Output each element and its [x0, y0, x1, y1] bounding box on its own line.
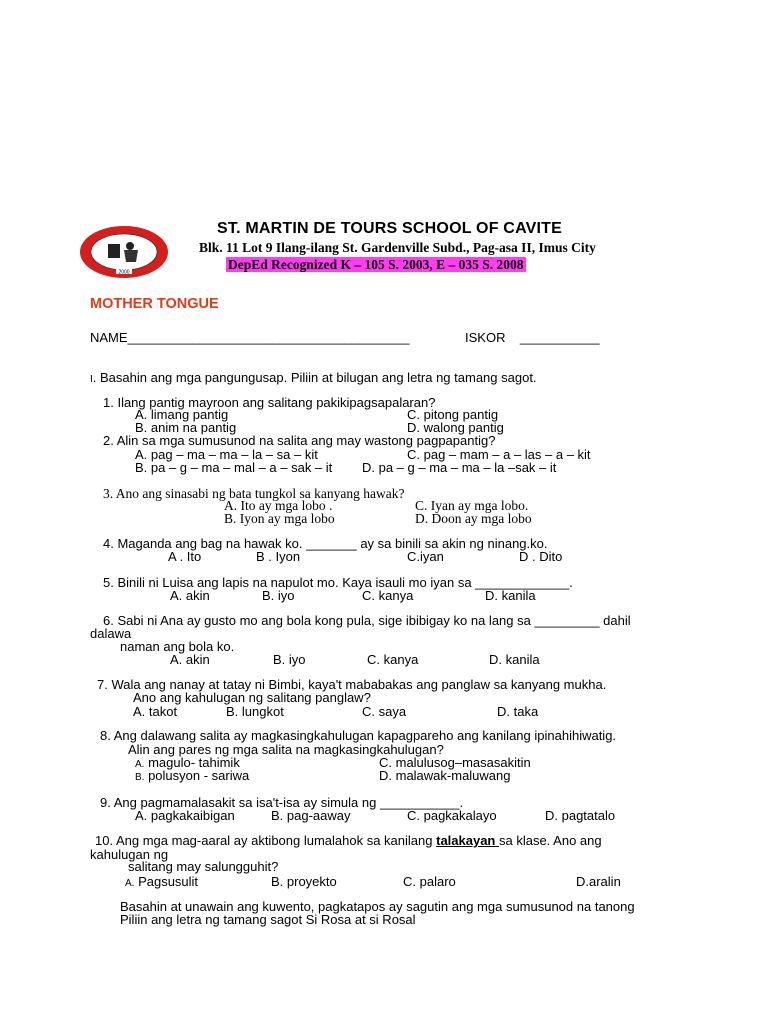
q4-option-b[interactable]: B . Iyon	[256, 549, 301, 564]
q10-option-b[interactable]: B. proyekto	[271, 874, 337, 889]
q5-option-c[interactable]: C. kanya	[362, 588, 414, 603]
question-2: 2. Alin sa mga sumusunod na salita ang may wastong pagpapantig?	[103, 433, 496, 448]
q4-option-c[interactable]: C.iyan	[407, 549, 444, 564]
score-field[interactable]	[465, 330, 599, 345]
question-4: 4. Maganda ang bag na hawak ko. _______ ay sa binili sa akin ng ninang.ko.	[103, 536, 548, 551]
question-10-wrap: kahulugan ng	[90, 847, 169, 862]
q10-option-a[interactable]: A. Pagsusulit	[125, 874, 199, 889]
underlined-word: talakayan	[436, 833, 499, 848]
q5-option-b[interactable]: B. iyo	[262, 588, 295, 603]
q9-option-d[interactable]: D. pagtatalo	[545, 808, 616, 823]
q7-option-d[interactable]: D. taka	[497, 704, 539, 719]
q4-option-d[interactable]: D . Dito	[519, 549, 563, 564]
question-3: 3. Ano ang sinasabi ng bata tungkol sa kanyang hawak?	[103, 486, 405, 501]
question-7-cont: Ano ang kahulugan ng salitang panglaw?	[133, 690, 371, 705]
q3-option-a[interactable]: A. Ito ay mga lobo .	[224, 498, 333, 513]
q10-option-d[interactable]: D.aralin	[576, 874, 621, 889]
question-8-cont: Alin ang pares ng mga salita na magkasingkahulugan?	[128, 742, 444, 757]
school-address: Blk. 11 Lot 9 Ilang-ilang St. Gardenville Subd., Pag-asa II, Imus City	[199, 240, 596, 255]
score-label: ISKOR	[465, 330, 506, 345]
q5-option-a[interactable]: A. akin	[170, 588, 210, 603]
q8-option-a[interactable]: A. magulo- tahimik	[135, 755, 240, 770]
question-1: 1. Ilang pantig mayroon ang salitang pakikipagsapalaran?	[103, 395, 436, 410]
q8-option-c[interactable]: C. malulusog–masasakitin	[379, 755, 531, 770]
school-name: ST. MARTIN DE TOURS SCHOOL OF CAVITE	[217, 220, 562, 237]
q3-option-b[interactable]: B. Iyon ay mga lobo	[224, 511, 335, 526]
question-6: 6. Sabi ni Ana ay gusto mo ang bola kong pula, sige ibibigay ko na lang sa _________ dahil	[103, 613, 631, 628]
subject-title: MOTHER TONGUE	[90, 296, 219, 312]
section1-instructions: I. Basahin ang mga pangungusap. Piliin at bilugan ang letra ng tamang sagot.	[90, 370, 537, 385]
score-line: ___________	[519, 330, 600, 345]
q3-option-d[interactable]: D. Doon ay mga lobo	[415, 511, 532, 526]
school-logo	[78, 224, 170, 280]
q8-option-d[interactable]: D. malawak-maluwang	[379, 768, 511, 783]
question-10: 10. Ang mga mag-aaral ay aktibong lumalahok sa kanilang talakayan sa klase. Ano ang	[95, 833, 602, 848]
q7-option-a[interactable]: A. takot	[133, 704, 178, 719]
q3-option-c[interactable]: C. Iyan ay mga lobo.	[415, 498, 529, 513]
svg-text:2000: 2000	[118, 269, 130, 276]
q6-option-d[interactable]: D. kanila	[489, 652, 540, 667]
q4-option-a[interactable]: A . Ito	[168, 549, 202, 564]
q2-option-c[interactable]: C. pag – mam – a – las – a – kit	[407, 447, 591, 462]
name-label: NAME	[90, 330, 128, 345]
q2-option-a[interactable]: A. pag – ma – ma – la – sa – kit	[135, 447, 318, 462]
q6-option-a[interactable]: A. akin	[170, 652, 210, 667]
q1-option-a[interactable]: A. limang pantig	[135, 407, 229, 422]
q1-option-c[interactable]: C. pitong pantig	[407, 407, 499, 422]
q10-option-c[interactable]: C. palaro	[403, 874, 456, 889]
q8-option-b[interactable]: B. polusyon - sariwa	[135, 768, 250, 783]
q6-option-c[interactable]: C. kanya	[367, 652, 419, 667]
q7-option-b[interactable]: B. lungkot	[226, 704, 284, 719]
q9-option-c[interactable]: C. pagkakalayo	[407, 808, 497, 823]
q1-option-b[interactable]: B. anim na pantig	[135, 420, 237, 435]
question-5: 5. Binili ni Luisa ang lapis na napulot mo. Kaya isauli mo iyan sa _____________.	[103, 575, 573, 590]
question-7: 7. Wala ang nanay at tatay ni Bimbi, kaya't mababakas ang panglaw sa kanyang mukha.	[97, 677, 607, 692]
q9-option-a[interactable]: A. pagkakaibigan	[135, 808, 235, 823]
question-10-cont: salitang may salungguhit?	[128, 859, 279, 874]
story-instructions-2: Piliin ang letra ng tamang sagot Si Rosa at si Rosal	[120, 912, 416, 927]
question-9: 9. Ang pagmamalasakit sa isa't-isa ay simula ng ___________.	[100, 795, 464, 810]
q1-option-d[interactable]: D. walong pantig	[407, 420, 504, 435]
q2-option-b[interactable]: B. pa – g – ma – mal – a – sak – it	[135, 460, 333, 475]
question-8: 8. Ang dalawang salita ay magkasingkahulugan kapagpareho ang kanilang ipinahihiwatig.	[100, 728, 617, 743]
question-6-cont: naman ang bola ko.	[120, 639, 235, 654]
q7-option-c[interactable]: C. saya	[362, 704, 407, 719]
deped-recognition: DepEd Recognized K – 105 S. 2003, E – 035 S. 2008	[228, 257, 524, 272]
q2-option-d[interactable]: D. pa – g – ma – ma – la –sak – it	[362, 460, 557, 475]
q9-option-b[interactable]: B. pag-aaway	[271, 808, 351, 823]
story-instructions: Basahin at unawain ang kuwento, pagkatapos ay sagutin ang mga sumusunod na tanong	[120, 899, 635, 914]
q5-option-d[interactable]: D. kanila	[485, 588, 536, 603]
question-6-wrap: dalawa	[90, 626, 132, 641]
q6-option-b[interactable]: B. iyo	[273, 652, 306, 667]
name-line: _______________________________________	[127, 330, 410, 345]
name-field[interactable]	[90, 330, 410, 345]
